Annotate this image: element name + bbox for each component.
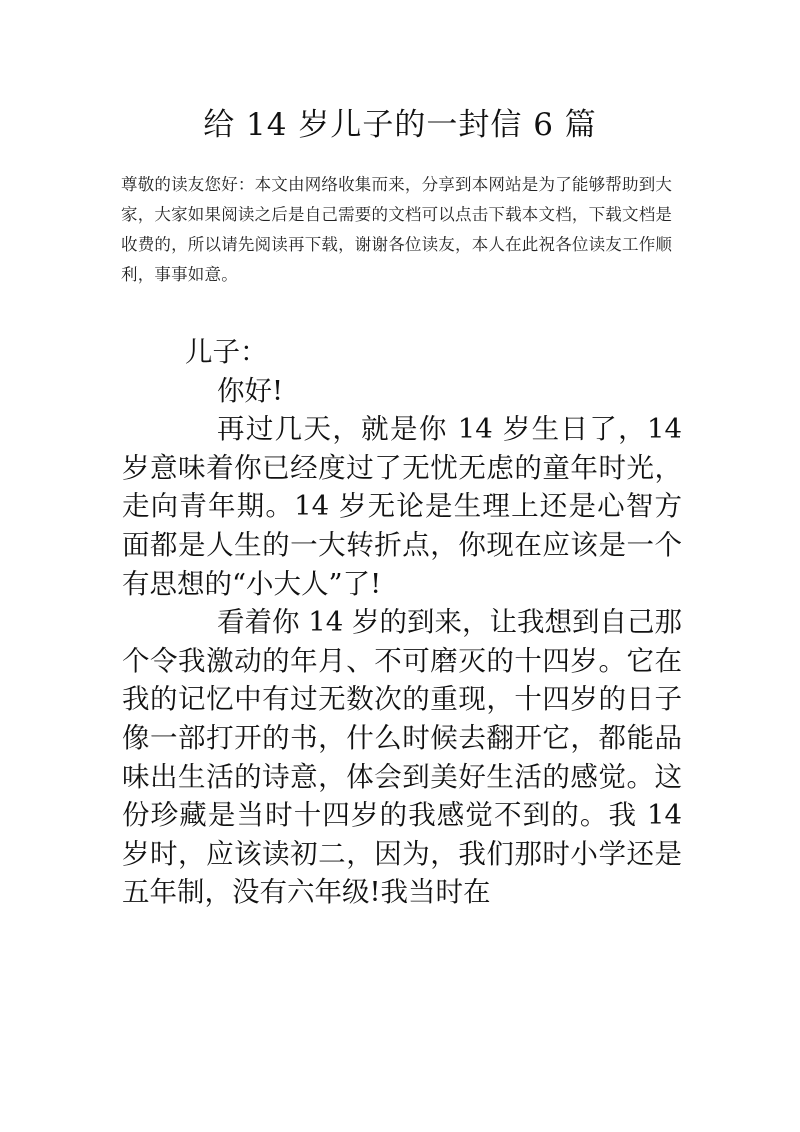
letter-salutation: 儿子： bbox=[185, 336, 268, 368]
letter-body bbox=[122, 333, 682, 912]
letter-paragraph: 再过几天，就是你 14 岁生日了，14 岁意味着你已经度过了无忧无虑的童年时光，走向青年期。14 岁无论是生理上还是心智方面都是人生的一大转折点，你现在应该是一个有思想的“小大人”了! bbox=[122, 413, 682, 600]
letter-greeting: 你好! bbox=[217, 374, 284, 407]
reader-notice: 尊敬的读友您好：本文由网络收集而来，分享到本网站是为了能够帮助到大家，大家如果阅读之后是自己需要的文档可以点击下载本文档，下载文档是收费的，所以请先阅读再下载，谢谢各位读友，本人在此祝各位读友工作顺利，事事如意。 bbox=[121, 175, 673, 284]
letter-paragraph: 看着你 14 岁的到来，让我想到自己那个令我激动的年月、不可磨灭的十四岁。它在我的记忆中有过无数次的重现，十四岁的日子像一部打开的书，什么时候去翻开它，都能品味出生活的诗意，体会到美好生活的感觉。这份珍藏是当时十四岁的我感觉不到的。我 14 岁时，应该读初二，因为，我们那时小学还是五年制，没有六年级!我当时在 bbox=[122, 606, 682, 909]
document-title: 给 14 岁儿子的一封信 6 篇 bbox=[203, 107, 597, 143]
